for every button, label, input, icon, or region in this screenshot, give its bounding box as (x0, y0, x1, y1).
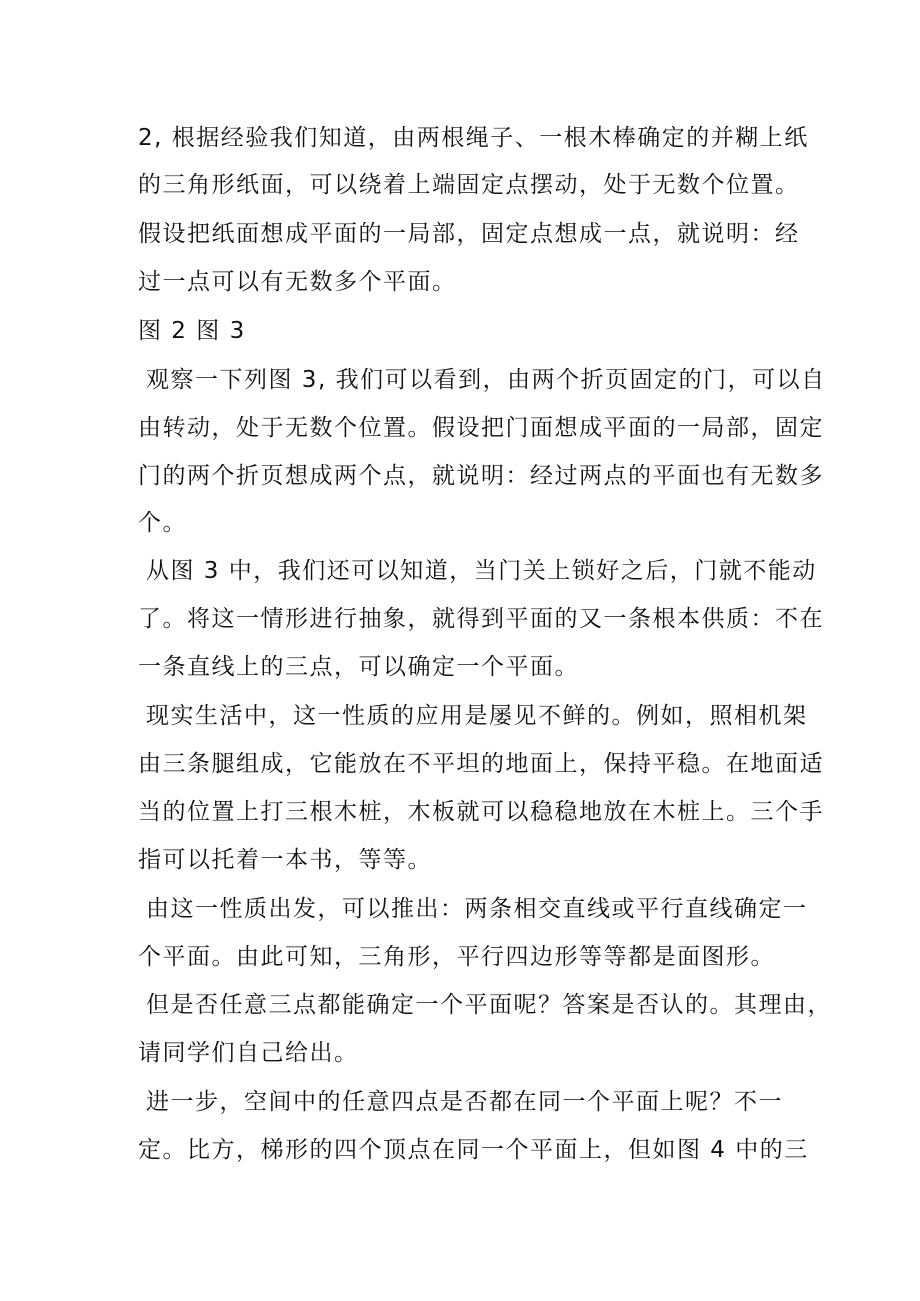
text-line: 当的位置上打三根木桩，木板就可以稳稳地放在木桩上。三个手 (138, 799, 824, 825)
text-line: 进一步，空间中的任意四点是否都在同一个平面上呢？不一 (146, 1089, 783, 1115)
text-line: 门的两个折页想成两个点，就说明：经过两点的平面也有无数多 (138, 463, 824, 489)
text-line: 由这一性质出发，可以推出：两条相交直线或平行直线确定一 (146, 896, 808, 922)
text-line: 过一点可以有无数多个平面。 (138, 269, 457, 295)
text-line: 一条直线上的三点，可以确定一个平面。 (138, 654, 579, 680)
text-line: 请同学们自己给出。 (138, 1040, 359, 1066)
text-line: 假设把纸面想成平面的一局部，固定点想成一点，就说明：经 (138, 221, 800, 247)
text-line: 的三角形纸面，可以绕着上端固定点摆动，处于无数个位置。 (138, 172, 800, 198)
text-line: 定。比方，梯形的四个顶点在同一个平面上，但如图 4 中的三 (138, 1137, 809, 1163)
text-line: 个平面。由此可知，三角形，平行四边形等等都是面图形。 (138, 944, 775, 970)
text-line: 指可以托着一本书，等等。 (138, 847, 432, 873)
text-line: 了。将这一情形进行抽象，就得到平面的又一条根本供质：不在 (138, 606, 824, 632)
text-line: 从图 3 中，我们还可以知道，当门关上锁好之后，门就不能动 (146, 558, 817, 584)
figure-caption: 图 2 图 3 (138, 318, 246, 344)
text-line: 由三条腿组成，它能放在不平坦的地面上，保持平稳。在地面适 (138, 751, 824, 777)
text-line: 2, 根据经验我们知道，由两根绳子、一根木棒确定的并糊上纸 (138, 125, 809, 151)
text-line: 但是否任意三点都能确定一个平面呢？答案是否认的。其理由， (146, 992, 832, 1018)
text-line: 观察一下列图 3, 我们可以看到，由两个折页固定的门，可以自 (146, 367, 826, 393)
text-line: 现实生活中，这一性质的应用是屡见不鲜的。例如，照相机架 (146, 703, 808, 729)
text-line: 个。 (138, 510, 187, 536)
text-line: 由转动，处于无数个位置。假设把门面想成平面的一局部，固定 (138, 415, 824, 441)
